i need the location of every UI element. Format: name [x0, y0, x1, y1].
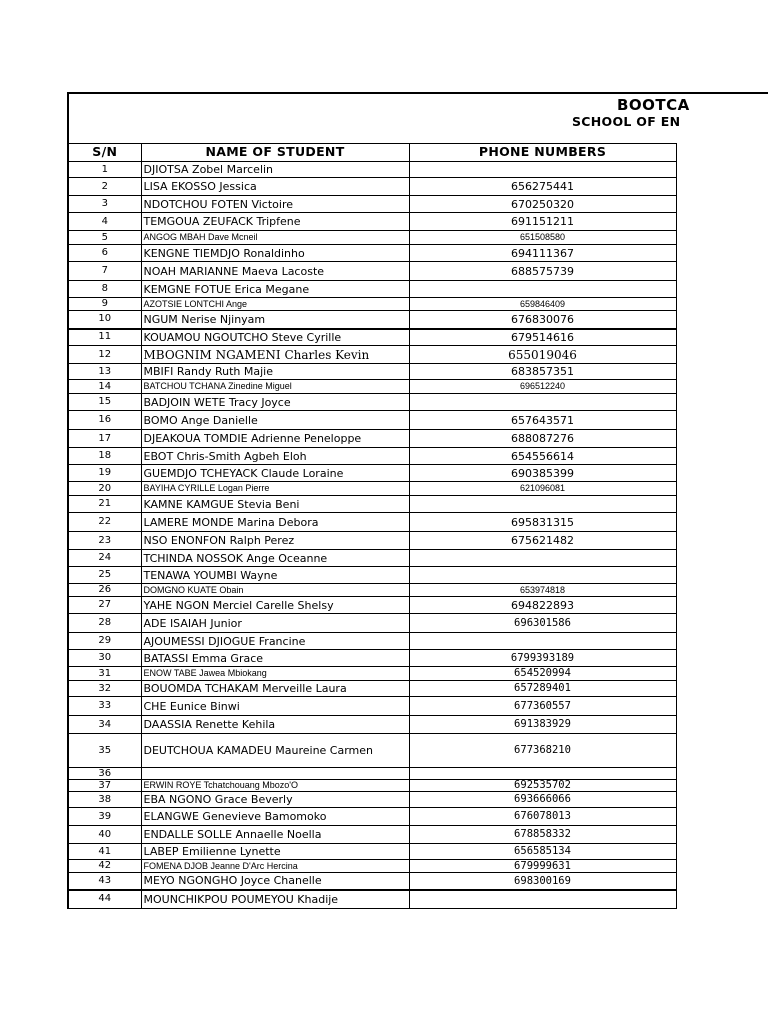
student-name: EBA NGONO Grace Beverly — [141, 792, 409, 808]
row-sn: 44 — [68, 890, 141, 909]
row-sn: 39 — [68, 808, 141, 826]
row-sn: 23 — [68, 532, 141, 550]
table-row — [68, 567, 676, 584]
table-body — [68, 162, 676, 909]
table-row — [68, 196, 676, 213]
phone-number: 654556614 — [409, 448, 676, 465]
phone-number: 621096081 — [409, 482, 676, 496]
student-name: YAHE NGON Merciel Carelle Shelsy — [141, 597, 409, 614]
table-row — [68, 716, 676, 734]
row-sn: 3 — [68, 196, 141, 213]
row-sn: 36 — [68, 768, 141, 780]
table-row — [68, 780, 676, 792]
table-row — [68, 380, 676, 394]
table-row — [68, 697, 676, 716]
row-sn: 18 — [68, 448, 141, 465]
row-sn: 14 — [68, 380, 141, 394]
row-sn: 20 — [68, 482, 141, 496]
phone-number: 692535702 — [409, 780, 676, 792]
phone-number: 691151211 — [409, 213, 676, 231]
phone-number: 688575739 — [409, 262, 676, 281]
student-name: MOUNCHIKPOU POUMEYOU Khadije — [141, 890, 409, 909]
student-name: BADJOIN WETE Tracy Joyce — [141, 394, 409, 411]
phone-number: 691383929 — [409, 716, 676, 734]
column-header-phone: PHONE NUMBERS — [409, 144, 676, 162]
student-name: KOUAMOU NGOUTCHO Steve Cyrille — [141, 329, 409, 346]
sheet-banner — [67, 92, 768, 144]
student-name: LABEP Emilienne Lynette — [141, 844, 409, 860]
table-row — [68, 844, 676, 860]
table-row — [68, 873, 676, 890]
table-row — [68, 411, 676, 430]
table-row — [68, 650, 676, 667]
phone-number: 676830076 — [409, 311, 676, 329]
phone-number: 698300169 — [409, 873, 676, 890]
student-name: EBOT Chris-Smith Agbeh Eloh — [141, 448, 409, 465]
sheet-subtitle: SCHOOL OF EN — [572, 114, 681, 129]
table-header-row — [68, 144, 676, 162]
row-sn: 9 — [68, 298, 141, 311]
row-sn: 35 — [68, 734, 141, 768]
row-sn: 16 — [68, 411, 141, 430]
student-name: DAASSIA Renette Kehila — [141, 716, 409, 734]
student-name: BOUOMDA TCHAKAM Merveille Laura — [141, 681, 409, 697]
table-row — [68, 213, 676, 231]
student-name: DEUTCHOUA KAMADEU Maureine Carmen — [141, 734, 409, 768]
student-name: NSO ENONFON Ralph Perez — [141, 532, 409, 550]
phone-number — [409, 281, 676, 298]
row-sn: 4 — [68, 213, 141, 231]
student-name: BAYIHA CYRILLE Logan Pierre — [141, 482, 409, 496]
student-name: KAMNE KAMGUE Stevia Beni — [141, 496, 409, 513]
student-name: KEMGNE FOTUE Erica Megane — [141, 281, 409, 298]
phone-number: 651508580 — [409, 231, 676, 245]
table-row — [68, 281, 676, 298]
phone-number: 659846409 — [409, 298, 676, 311]
phone-number: 696512240 — [409, 380, 676, 394]
phone-number — [409, 890, 676, 909]
table-row — [68, 633, 676, 650]
phone-number: 694111367 — [409, 245, 676, 262]
phone-number: 656275441 — [409, 178, 676, 196]
row-sn: 33 — [68, 697, 141, 716]
table-row — [68, 681, 676, 697]
spreadsheet — [67, 92, 768, 930]
student-name: NDOTCHOU FOTEN Victoire — [141, 196, 409, 213]
table-row — [68, 430, 676, 448]
phone-number: 653974818 — [409, 584, 676, 597]
row-sn: 29 — [68, 633, 141, 650]
row-sn: 5 — [68, 231, 141, 245]
table-row — [68, 826, 676, 844]
student-name: DJIOTSA Zobel Marcelin — [141, 162, 409, 178]
student-name: ENDALLE SOLLE Annaelle Noella — [141, 826, 409, 844]
table-row — [68, 734, 676, 768]
phone-number: 656585134 — [409, 844, 676, 860]
row-sn: 40 — [68, 826, 141, 844]
student-name: LISA EKOSSO Jessica — [141, 178, 409, 196]
phone-number — [409, 162, 676, 178]
row-sn: 15 — [68, 394, 141, 411]
student-name: NOAH MARIANNE Maeva Lacoste — [141, 262, 409, 281]
row-sn: 19 — [68, 465, 141, 482]
student-name: ERWIN ROYE Tchatchouang Mbozo'O — [141, 780, 409, 792]
row-sn: 10 — [68, 311, 141, 329]
phone-number: 675621482 — [409, 532, 676, 550]
column-header-name: NAME OF STUDENT — [141, 144, 409, 162]
phone-number: 678858332 — [409, 826, 676, 844]
table-row — [68, 329, 676, 346]
phone-number — [409, 633, 676, 650]
table-row — [68, 667, 676, 681]
table-row — [68, 597, 676, 614]
phone-number: 679514616 — [409, 329, 676, 346]
row-sn: 32 — [68, 681, 141, 697]
table-row — [68, 614, 676, 633]
table-row — [68, 364, 676, 380]
table-row — [68, 768, 676, 780]
student-name: GUEMDJO TCHEYACK Claude Loraine — [141, 465, 409, 482]
phone-number: 676078013 — [409, 808, 676, 826]
student-name: ENOW TABE Jawea Mbiokang — [141, 667, 409, 681]
student-name: CHE Eunice Binwi — [141, 697, 409, 716]
row-sn: 22 — [68, 513, 141, 532]
row-sn: 28 — [68, 614, 141, 633]
student-name: FOMENA DJOB Jeanne D'Arc Hercina — [141, 860, 409, 873]
student-name: AJOUMESSI DJIOGUE Francine — [141, 633, 409, 650]
table-row — [68, 298, 676, 311]
row-sn: 21 — [68, 496, 141, 513]
column-header-sn: S/N — [68, 144, 141, 162]
student-name: BATASSI Emma Grace — [141, 650, 409, 667]
table-row — [68, 311, 676, 329]
row-sn: 27 — [68, 597, 141, 614]
row-sn: 41 — [68, 844, 141, 860]
student-table — [67, 143, 677, 909]
table-row — [68, 262, 676, 281]
row-sn: 7 — [68, 262, 141, 281]
phone-number: 688087276 — [409, 430, 676, 448]
student-name: ADE ISAIAH Junior — [141, 614, 409, 633]
student-name: TEMGOUA ZEUFACK Tripfene — [141, 213, 409, 231]
table-row — [68, 178, 676, 196]
table-row — [68, 394, 676, 411]
phone-number — [409, 567, 676, 584]
phone-number: 657289401 — [409, 681, 676, 697]
phone-number: 657643571 — [409, 411, 676, 430]
student-name: TENAWA YOUMBI Wayne — [141, 567, 409, 584]
student-name: DOMGNO KUATE Obain — [141, 584, 409, 597]
phone-number — [409, 394, 676, 411]
phone-number — [409, 496, 676, 513]
table-row — [68, 890, 676, 909]
row-sn: 31 — [68, 667, 141, 681]
phone-number: 654520994 — [409, 667, 676, 681]
row-sn: 6 — [68, 245, 141, 262]
row-sn: 24 — [68, 550, 141, 567]
table-row — [68, 162, 676, 178]
table-row — [68, 584, 676, 597]
student-name: ELANGWE Genevieve Bamomoko — [141, 808, 409, 826]
student-name: MEYO NGONGHO Joyce Chanelle — [141, 873, 409, 890]
table-row — [68, 808, 676, 826]
phone-number — [409, 768, 676, 780]
phone-number: 677368210 — [409, 734, 676, 768]
student-name: KENGNE TIEMDJO Ronaldinho — [141, 245, 409, 262]
row-sn: 37 — [68, 780, 141, 792]
student-name: MBOGNIM NGAMENI Charles Kevin — [141, 346, 409, 364]
student-name: BOMO Ange Danielle — [141, 411, 409, 430]
table-row — [68, 792, 676, 808]
row-sn: 25 — [68, 567, 141, 584]
student-name: BATCHOU TCHANA Zinedine Miguel — [141, 380, 409, 394]
phone-number: 693666066 — [409, 792, 676, 808]
student-name: NGUM Nerise Njinyam — [141, 311, 409, 329]
student-name — [141, 768, 409, 780]
phone-number — [409, 550, 676, 567]
row-sn: 8 — [68, 281, 141, 298]
table-row — [68, 465, 676, 482]
phone-number: 670250320 — [409, 196, 676, 213]
student-name: MBIFI Randy Ruth Majie — [141, 364, 409, 380]
phone-number: 679999631 — [409, 860, 676, 873]
table-row — [68, 550, 676, 567]
table-row — [68, 346, 676, 364]
phone-number: 696301586 — [409, 614, 676, 633]
table-row — [68, 513, 676, 532]
phone-number: 683857351 — [409, 364, 676, 380]
row-sn: 43 — [68, 873, 141, 890]
student-name: TCHINDA NOSSOK Ange Oceanne — [141, 550, 409, 567]
phone-number: 677360557 — [409, 697, 676, 716]
table-row — [68, 448, 676, 465]
row-sn: 11 — [68, 329, 141, 346]
phone-number: 655019046 — [409, 346, 676, 364]
row-sn: 42 — [68, 860, 141, 873]
row-sn: 12 — [68, 346, 141, 364]
row-sn: 13 — [68, 364, 141, 380]
row-sn: 38 — [68, 792, 141, 808]
row-sn: 30 — [68, 650, 141, 667]
table-row — [68, 496, 676, 513]
phone-number: 695831315 — [409, 513, 676, 532]
phone-number: 6799393189 — [409, 650, 676, 667]
table-row — [68, 231, 676, 245]
student-name: ANGOG MBAH Dave Mcneil — [141, 231, 409, 245]
student-name: AZOTSIE LONTCHI Ange — [141, 298, 409, 311]
student-name: DJEAKOUA TOMDIE Adrienne Peneloppe — [141, 430, 409, 448]
table-row — [68, 482, 676, 496]
phone-number: 694822893 — [409, 597, 676, 614]
row-sn: 1 — [68, 162, 141, 178]
table-row — [68, 532, 676, 550]
row-sn: 17 — [68, 430, 141, 448]
row-sn: 34 — [68, 716, 141, 734]
phone-number: 690385399 — [409, 465, 676, 482]
table-row — [68, 860, 676, 873]
row-sn: 2 — [68, 178, 141, 196]
table-row — [68, 245, 676, 262]
row-sn: 26 — [68, 584, 141, 597]
sheet-title: BOOTCA — [617, 96, 690, 114]
student-name: LAMERE MONDE Marina Debora — [141, 513, 409, 532]
